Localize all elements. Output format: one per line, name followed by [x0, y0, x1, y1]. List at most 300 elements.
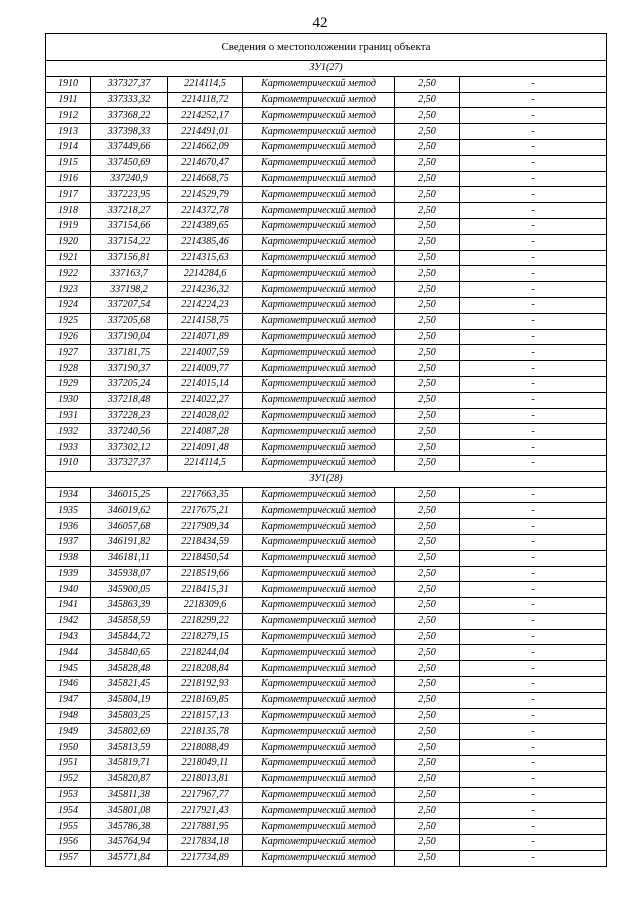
description-cell: - [460, 534, 607, 550]
x-coordinate-cell: 345771,84 [91, 850, 168, 866]
description-cell: - [460, 756, 607, 772]
accuracy-cell: 2,50 [395, 629, 460, 645]
table-row [46, 424, 607, 440]
description-cell: - [460, 345, 607, 361]
description-cell: - [460, 282, 607, 298]
y-coordinate-cell: 2214668,75 [168, 171, 243, 187]
x-coordinate-cell: 337205,24 [91, 376, 168, 392]
method-cell: Картометрический метод [243, 345, 395, 361]
accuracy-cell: 2,50 [395, 408, 460, 424]
x-coordinate-cell: 337240,56 [91, 424, 168, 440]
method-cell: Картометрический метод [243, 139, 395, 155]
point-number-cell: 1931 [46, 408, 91, 424]
method-cell: Картометрический метод [243, 629, 395, 645]
y-coordinate-cell: 2218279,15 [168, 629, 243, 645]
point-number-cell: 1945 [46, 661, 91, 677]
y-coordinate-cell: 2214091,48 [168, 440, 243, 456]
accuracy-cell: 2,50 [395, 835, 460, 851]
accuracy-cell: 2,50 [395, 550, 460, 566]
y-coordinate-cell: 2217881,95 [168, 819, 243, 835]
accuracy-cell: 2,50 [395, 803, 460, 819]
y-coordinate-cell: 2217663,35 [168, 487, 243, 503]
table-row [46, 787, 607, 803]
accuracy-cell: 2,50 [395, 819, 460, 835]
table-title: Сведения о местоположении границ объекта [46, 34, 607, 61]
description-cell: - [460, 266, 607, 282]
table-row [46, 329, 607, 345]
x-coordinate-cell: 346019,62 [91, 503, 168, 519]
y-coordinate-cell: 2214491,01 [168, 124, 243, 140]
point-number-cell: 1949 [46, 724, 91, 740]
accuracy-cell: 2,50 [395, 297, 460, 313]
description-cell: - [460, 850, 607, 866]
accuracy-cell: 2,50 [395, 218, 460, 234]
y-coordinate-cell: 2214009,77 [168, 361, 243, 377]
point-number-cell: 1955 [46, 819, 91, 835]
description-cell: - [460, 392, 607, 408]
method-cell: Картометрический метод [243, 613, 395, 629]
x-coordinate-cell: 345820,87 [91, 771, 168, 787]
y-coordinate-cell: 2214252,17 [168, 108, 243, 124]
description-cell: - [460, 376, 607, 392]
page-number: 42 [312, 15, 328, 31]
table-row [46, 187, 607, 203]
y-coordinate-cell: 2214158,75 [168, 313, 243, 329]
method-cell: Картометрический метод [243, 677, 395, 693]
point-number-cell: 1946 [46, 677, 91, 693]
y-coordinate-cell: 2214315,63 [168, 250, 243, 266]
y-coordinate-cell: 2214372,78 [168, 203, 243, 219]
table-row [46, 218, 607, 234]
x-coordinate-cell: 337218,27 [91, 203, 168, 219]
method-cell: Картометрический метод [243, 76, 395, 92]
method-cell: Картометрический метод [243, 313, 395, 329]
description-cell: - [460, 661, 607, 677]
x-coordinate-cell: 345803,25 [91, 708, 168, 724]
table-row [46, 582, 607, 598]
method-cell: Картометрический метод [243, 519, 395, 535]
table-title-row [46, 34, 607, 61]
accuracy-cell: 2,50 [395, 345, 460, 361]
point-number-cell: 1920 [46, 234, 91, 250]
accuracy-cell: 2,50 [395, 582, 460, 598]
table-row [46, 297, 607, 313]
accuracy-cell: 2,50 [395, 124, 460, 140]
y-coordinate-cell: 2214224,23 [168, 297, 243, 313]
accuracy-cell: 2,50 [395, 155, 460, 171]
x-coordinate-cell: 337228,23 [91, 408, 168, 424]
table-row [46, 313, 607, 329]
x-coordinate-cell: 337327,37 [91, 455, 168, 471]
point-number-cell: 1932 [46, 424, 91, 440]
y-coordinate-cell: 2217834,18 [168, 835, 243, 851]
y-coordinate-cell: 2217967,77 [168, 787, 243, 803]
y-coordinate-cell: 2218519,66 [168, 566, 243, 582]
method-cell: Картометрический метод [243, 850, 395, 866]
x-coordinate-cell: 345813,59 [91, 740, 168, 756]
x-coordinate-cell: 346057,68 [91, 519, 168, 535]
y-coordinate-cell: 2218434,59 [168, 534, 243, 550]
description-cell: - [460, 171, 607, 187]
description-cell: - [460, 203, 607, 219]
point-number-cell: 1951 [46, 756, 91, 772]
description-cell: - [460, 771, 607, 787]
y-coordinate-cell: 2214385,46 [168, 234, 243, 250]
accuracy-cell: 2,50 [395, 76, 460, 92]
table-row [46, 124, 607, 140]
point-number-cell: 1912 [46, 108, 91, 124]
description-cell: - [460, 519, 607, 535]
x-coordinate-cell: 337163,7 [91, 266, 168, 282]
description-cell: - [460, 740, 607, 756]
table-row [46, 440, 607, 456]
accuracy-cell: 2,50 [395, 534, 460, 550]
table-row [46, 171, 607, 187]
point-number-cell: 1928 [46, 361, 91, 377]
table-row [46, 234, 607, 250]
y-coordinate-cell: 2218192,93 [168, 677, 243, 693]
accuracy-cell: 2,50 [395, 487, 460, 503]
table-row [46, 740, 607, 756]
accuracy-cell: 2,50 [395, 92, 460, 108]
method-cell: Картометрический метод [243, 803, 395, 819]
description-cell: - [460, 787, 607, 803]
point-number-cell: 1948 [46, 708, 91, 724]
description-cell: - [460, 598, 607, 614]
y-coordinate-cell: 2214114,5 [168, 455, 243, 471]
table-row [46, 692, 607, 708]
x-coordinate-cell: 345811,38 [91, 787, 168, 803]
point-number-cell: 1926 [46, 329, 91, 345]
x-coordinate-cell: 345844,72 [91, 629, 168, 645]
y-coordinate-cell: 2218450,54 [168, 550, 243, 566]
table-row [46, 361, 607, 377]
y-coordinate-cell: 2214015,14 [168, 376, 243, 392]
boundary-table [45, 33, 607, 867]
description-cell: - [460, 566, 607, 582]
method-cell: Картометрический метод [243, 282, 395, 298]
y-coordinate-cell: 2214007,59 [168, 345, 243, 361]
y-coordinate-cell: 2218088,49 [168, 740, 243, 756]
method-cell: Картометрический метод [243, 408, 395, 424]
point-number-cell: 1956 [46, 835, 91, 851]
point-number-cell: 1950 [46, 740, 91, 756]
table-row [46, 92, 607, 108]
description-cell: - [460, 455, 607, 471]
method-cell: Картометрический метод [243, 124, 395, 140]
point-number-cell: 1939 [46, 566, 91, 582]
method-cell: Картометрический метод [243, 218, 395, 234]
point-number-cell: 1916 [46, 171, 91, 187]
accuracy-cell: 2,50 [395, 234, 460, 250]
y-coordinate-cell: 2218157,13 [168, 708, 243, 724]
description-cell: - [460, 76, 607, 92]
y-coordinate-cell: 2218208,84 [168, 661, 243, 677]
description-cell: - [460, 155, 607, 171]
x-coordinate-cell: 337205,68 [91, 313, 168, 329]
accuracy-cell: 2,50 [395, 519, 460, 535]
x-coordinate-cell: 337218,48 [91, 392, 168, 408]
y-coordinate-cell: 2218244,04 [168, 645, 243, 661]
method-cell: Картометрический метод [243, 787, 395, 803]
accuracy-cell: 2,50 [395, 850, 460, 866]
point-number-cell: 1947 [46, 692, 91, 708]
point-number-cell: 1910 [46, 76, 91, 92]
y-coordinate-cell: 2214662,09 [168, 139, 243, 155]
x-coordinate-cell: 345828,48 [91, 661, 168, 677]
method-cell: Картометрический метод [243, 250, 395, 266]
x-coordinate-cell: 345786,38 [91, 819, 168, 835]
x-coordinate-cell: 337190,04 [91, 329, 168, 345]
table-row [46, 203, 607, 219]
accuracy-cell: 2,50 [395, 677, 460, 693]
x-coordinate-cell: 345863,39 [91, 598, 168, 614]
accuracy-cell: 2,50 [395, 282, 460, 298]
x-coordinate-cell: 346191,82 [91, 534, 168, 550]
method-cell: Картометрический метод [243, 376, 395, 392]
table-row [46, 550, 607, 566]
y-coordinate-cell: 2218135,78 [168, 724, 243, 740]
point-number-cell: 1917 [46, 187, 91, 203]
method-cell: Картометрический метод [243, 329, 395, 345]
method-cell: Картометрический метод [243, 361, 395, 377]
x-coordinate-cell: 337449,66 [91, 139, 168, 155]
x-coordinate-cell: 337333,32 [91, 92, 168, 108]
x-coordinate-cell: 337190,37 [91, 361, 168, 377]
x-coordinate-cell: 345819,71 [91, 756, 168, 772]
y-coordinate-cell: 2214028,02 [168, 408, 243, 424]
method-cell: Картометрический метод [243, 724, 395, 740]
description-cell: - [460, 487, 607, 503]
x-coordinate-cell: 337368,22 [91, 108, 168, 124]
point-number-cell: 1914 [46, 139, 91, 155]
table-row [46, 408, 607, 424]
y-coordinate-cell: 2214236,32 [168, 282, 243, 298]
accuracy-cell: 2,50 [395, 613, 460, 629]
table-row [46, 108, 607, 124]
x-coordinate-cell: 337398,33 [91, 124, 168, 140]
accuracy-cell: 2,50 [395, 361, 460, 377]
point-number-cell: 1952 [46, 771, 91, 787]
method-cell: Картометрический метод [243, 550, 395, 566]
section-name: ЗУ1(28) [46, 471, 607, 487]
y-coordinate-cell: 2214087,28 [168, 424, 243, 440]
point-number-cell: 1910 [46, 455, 91, 471]
y-coordinate-cell: 2214118,72 [168, 92, 243, 108]
x-coordinate-cell: 337198,2 [91, 282, 168, 298]
method-cell: Картометрический метод [243, 756, 395, 772]
table-row [46, 756, 607, 772]
accuracy-cell: 2,50 [395, 392, 460, 408]
y-coordinate-cell: 2218049,11 [168, 756, 243, 772]
x-coordinate-cell: 345938,07 [91, 566, 168, 582]
y-coordinate-cell: 2217909,34 [168, 519, 243, 535]
point-number-cell: 1937 [46, 534, 91, 550]
accuracy-cell: 2,50 [395, 661, 460, 677]
point-number-cell: 1925 [46, 313, 91, 329]
point-number-cell: 1919 [46, 218, 91, 234]
point-number-cell: 1911 [46, 92, 91, 108]
description-cell: - [460, 708, 607, 724]
x-coordinate-cell: 337154,66 [91, 218, 168, 234]
x-coordinate-cell: 345801,08 [91, 803, 168, 819]
description-cell: - [460, 218, 607, 234]
description-cell: - [460, 329, 607, 345]
description-cell: - [460, 313, 607, 329]
table-row [46, 566, 607, 582]
table-row [46, 850, 607, 866]
method-cell: Картометрический метод [243, 234, 395, 250]
accuracy-cell: 2,50 [395, 645, 460, 661]
accuracy-cell: 2,50 [395, 187, 460, 203]
accuracy-cell: 2,50 [395, 203, 460, 219]
method-cell: Картометрический метод [243, 503, 395, 519]
y-coordinate-cell: 2217921,43 [168, 803, 243, 819]
method-cell: Картометрический метод [243, 455, 395, 471]
description-cell: - [460, 108, 607, 124]
point-number-cell: 1930 [46, 392, 91, 408]
table-row [46, 613, 607, 629]
table-row [46, 771, 607, 787]
description-cell: - [460, 361, 607, 377]
description-cell: - [460, 724, 607, 740]
point-number-cell: 1929 [46, 376, 91, 392]
x-coordinate-cell: 346181,11 [91, 550, 168, 566]
x-coordinate-cell: 337327,37 [91, 76, 168, 92]
method-cell: Картометрический метод [243, 534, 395, 550]
description-cell: - [460, 297, 607, 313]
method-cell: Картометрический метод [243, 392, 395, 408]
method-cell: Картометрический метод [243, 487, 395, 503]
description-cell: - [460, 835, 607, 851]
point-number-cell: 1957 [46, 850, 91, 866]
method-cell: Картометрический метод [243, 424, 395, 440]
method-cell: Картометрический метод [243, 819, 395, 835]
x-coordinate-cell: 345764,94 [91, 835, 168, 851]
description-cell: - [460, 440, 607, 456]
table-row [46, 139, 607, 155]
point-number-cell: 1941 [46, 598, 91, 614]
description-cell: - [460, 803, 607, 819]
table-row [46, 266, 607, 282]
accuracy-cell: 2,50 [395, 708, 460, 724]
description-cell: - [460, 92, 607, 108]
description-cell: - [460, 408, 607, 424]
table-row [46, 392, 607, 408]
y-coordinate-cell: 2218299,22 [168, 613, 243, 629]
description-cell: - [460, 503, 607, 519]
y-coordinate-cell: 2214071,89 [168, 329, 243, 345]
section-row [46, 471, 607, 487]
accuracy-cell: 2,50 [395, 692, 460, 708]
section-name: ЗУ1(27) [46, 61, 607, 77]
method-cell: Картометрический метод [243, 266, 395, 282]
method-cell: Картометрический метод [243, 566, 395, 582]
table-row [46, 76, 607, 92]
method-cell: Картометрический метод [243, 598, 395, 614]
table-row [46, 598, 607, 614]
description-cell: - [460, 645, 607, 661]
method-cell: Картометрический метод [243, 661, 395, 677]
point-number-cell: 1933 [46, 440, 91, 456]
x-coordinate-cell: 337207,54 [91, 297, 168, 313]
y-coordinate-cell: 2217734,89 [168, 850, 243, 866]
table-row [46, 645, 607, 661]
table-row [46, 534, 607, 550]
method-cell: Картометрический метод [243, 92, 395, 108]
y-coordinate-cell: 2218013,81 [168, 771, 243, 787]
table-row [46, 629, 607, 645]
table-row [46, 455, 607, 471]
x-coordinate-cell: 345802,69 [91, 724, 168, 740]
x-coordinate-cell: 337154,22 [91, 234, 168, 250]
table-row [46, 724, 607, 740]
method-cell: Картометрический метод [243, 708, 395, 724]
method-cell: Картометрический метод [243, 297, 395, 313]
description-cell: - [460, 250, 607, 266]
description-cell: - [460, 819, 607, 835]
method-cell: Картометрический метод [243, 740, 395, 756]
method-cell: Картометрический метод [243, 203, 395, 219]
accuracy-cell: 2,50 [395, 598, 460, 614]
point-number-cell: 1913 [46, 124, 91, 140]
y-coordinate-cell: 2218309,6 [168, 598, 243, 614]
x-coordinate-cell: 337302,12 [91, 440, 168, 456]
accuracy-cell: 2,50 [395, 250, 460, 266]
table-row [46, 250, 607, 266]
y-coordinate-cell: 2214529,79 [168, 187, 243, 203]
description-cell: - [460, 629, 607, 645]
description-cell: - [460, 692, 607, 708]
description-cell: - [460, 234, 607, 250]
description-cell: - [460, 550, 607, 566]
method-cell: Картометрический метод [243, 108, 395, 124]
table-row [46, 345, 607, 361]
accuracy-cell: 2,50 [395, 756, 460, 772]
description-cell: - [460, 582, 607, 598]
accuracy-cell: 2,50 [395, 376, 460, 392]
x-coordinate-cell: 337450,69 [91, 155, 168, 171]
x-coordinate-cell: 337223,95 [91, 187, 168, 203]
method-cell: Картометрический метод [243, 835, 395, 851]
x-coordinate-cell: 337181,75 [91, 345, 168, 361]
table-row [46, 803, 607, 819]
point-number-cell: 1921 [46, 250, 91, 266]
accuracy-cell: 2,50 [395, 171, 460, 187]
accuracy-cell: 2,50 [395, 787, 460, 803]
y-coordinate-cell: 2217675,21 [168, 503, 243, 519]
x-coordinate-cell: 345858,59 [91, 613, 168, 629]
x-coordinate-cell: 346015,25 [91, 487, 168, 503]
description-cell: - [460, 187, 607, 203]
point-number-cell: 1954 [46, 803, 91, 819]
point-number-cell: 1927 [46, 345, 91, 361]
table-row [46, 661, 607, 677]
point-number-cell: 1922 [46, 266, 91, 282]
table-body [46, 34, 607, 867]
accuracy-cell: 2,50 [395, 424, 460, 440]
description-cell: - [460, 677, 607, 693]
accuracy-cell: 2,50 [395, 455, 460, 471]
table-row [46, 376, 607, 392]
method-cell: Картометрический метод [243, 645, 395, 661]
accuracy-cell: 2,50 [395, 139, 460, 155]
y-coordinate-cell: 2214389,65 [168, 218, 243, 234]
description-cell: - [460, 613, 607, 629]
point-number-cell: 1934 [46, 487, 91, 503]
x-coordinate-cell: 345821,45 [91, 677, 168, 693]
description-cell: - [460, 424, 607, 440]
